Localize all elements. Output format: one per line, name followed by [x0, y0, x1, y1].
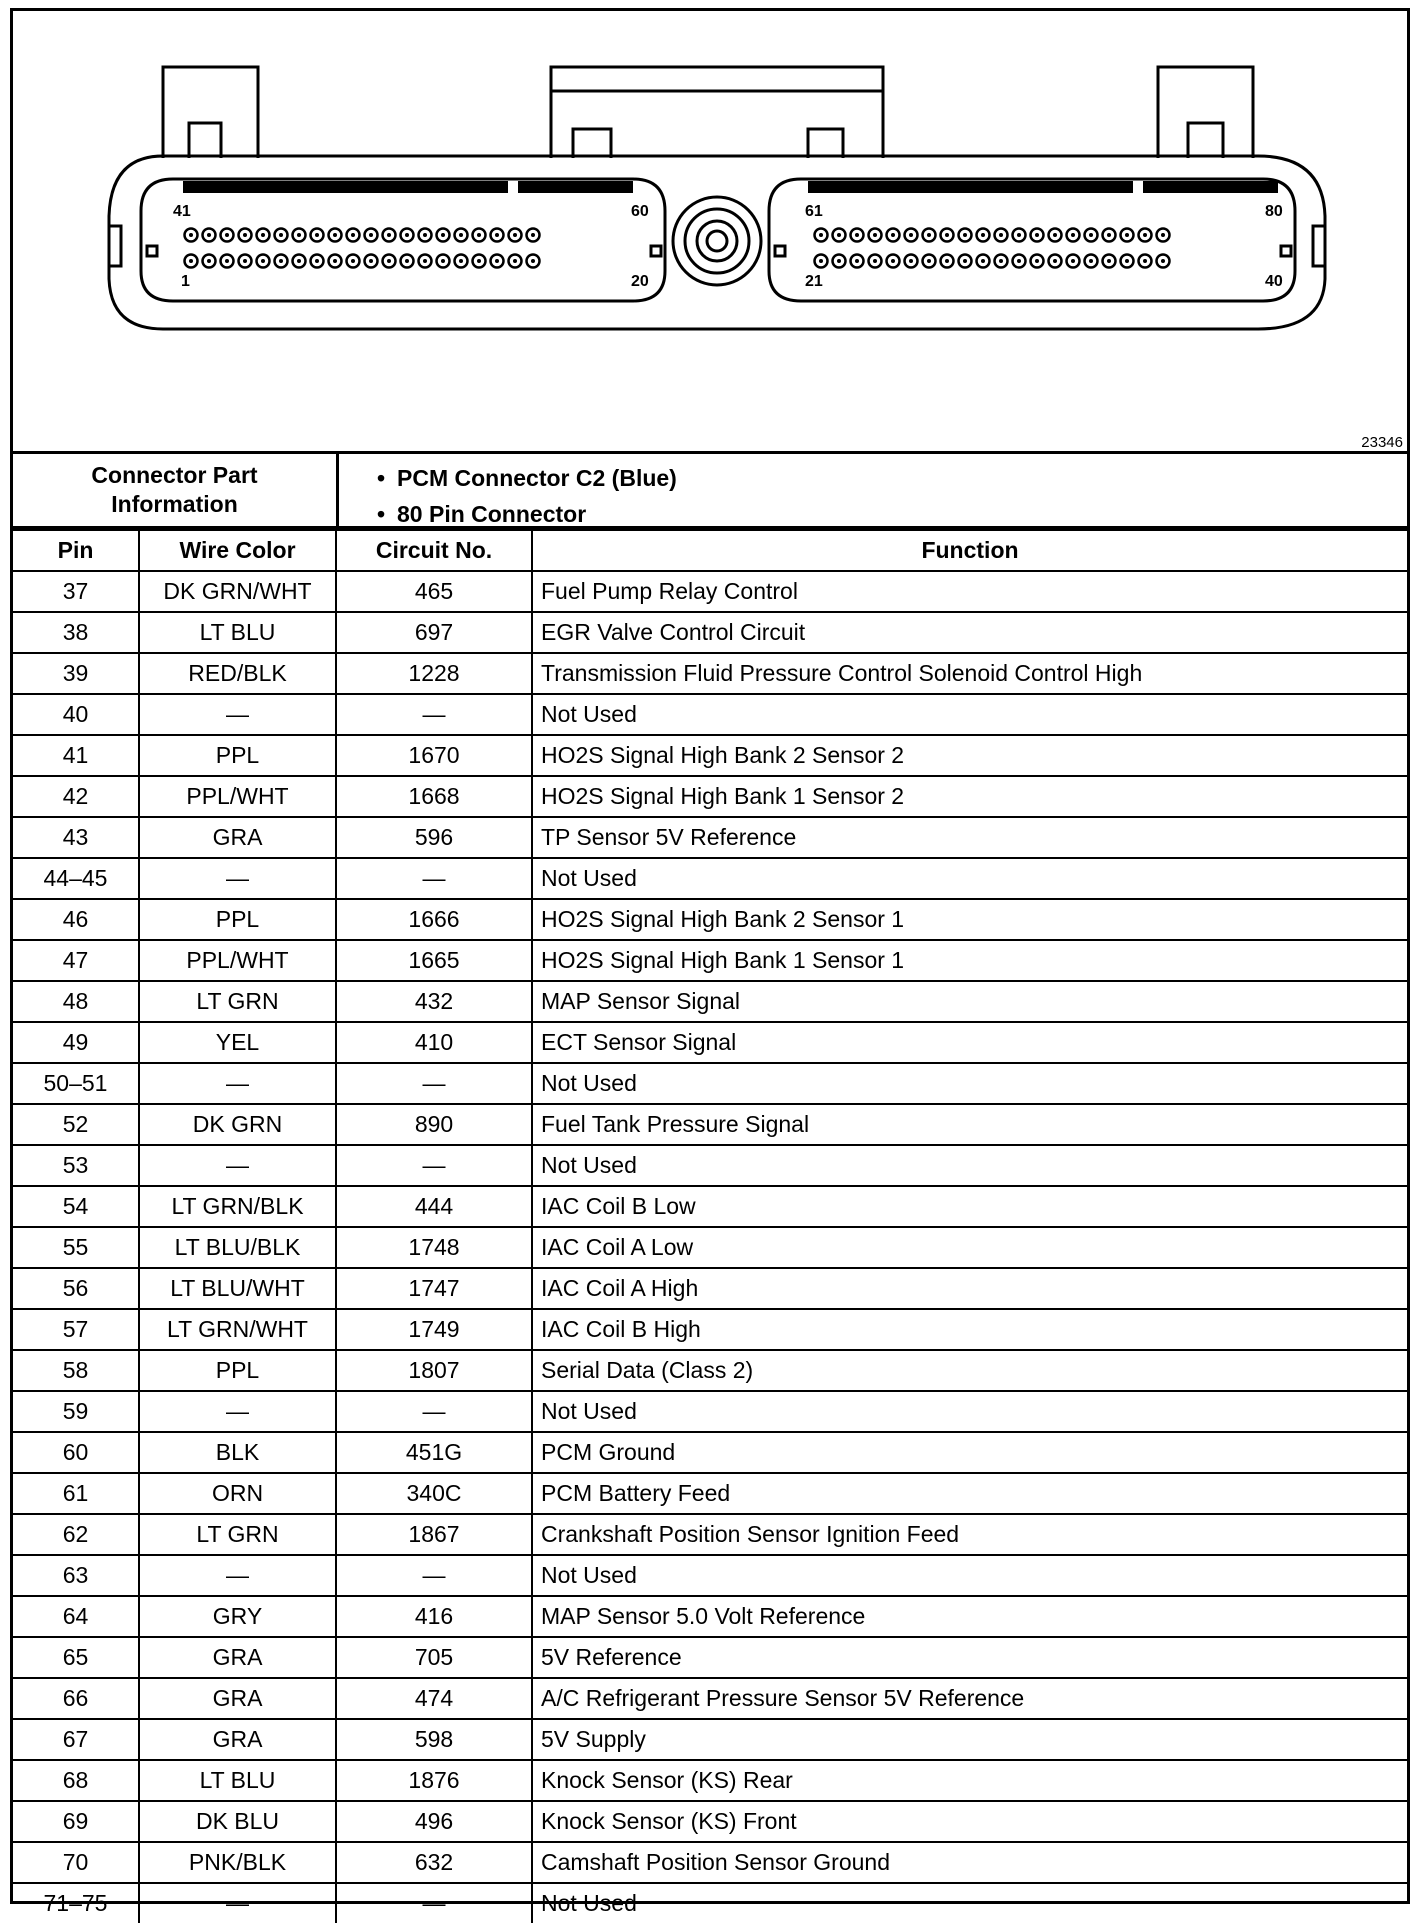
circuit-cell: 340C: [336, 1473, 532, 1514]
wire-color-cell: GRA: [139, 1637, 336, 1678]
pin-cell: 38: [13, 612, 139, 653]
circuit-cell: 890: [336, 1104, 532, 1145]
wire-color-cell: —: [139, 1391, 336, 1432]
circuit-cell: 1668: [336, 776, 532, 817]
pin-cell: 55: [13, 1227, 139, 1268]
wire-color-cell: ORN: [139, 1473, 336, 1514]
wire-color-cell: GRY: [139, 1596, 336, 1637]
circuit-cell: 465: [336, 571, 532, 612]
circuit-cell: —: [336, 858, 532, 899]
info-bullet: • PCM Connector C2 (Blue): [377, 465, 677, 491]
pin-cell: 58: [13, 1350, 139, 1391]
pin-cell: 56: [13, 1268, 139, 1309]
table-row: [13, 1760, 1407, 1801]
pin-cell: 69: [13, 1801, 139, 1842]
table-row: [13, 1350, 1407, 1391]
wire-color-cell: PPL: [139, 899, 336, 940]
function-cell: Fuel Tank Pressure Signal: [532, 1104, 1407, 1145]
wire-color-cell: —: [139, 694, 336, 735]
pin-cell: 61: [13, 1473, 139, 1514]
pin-cell: 40: [13, 694, 139, 735]
wire-color-cell: —: [139, 1555, 336, 1596]
table-row: [13, 1022, 1407, 1063]
table-row: [13, 735, 1407, 776]
circuit-cell: 432: [336, 981, 532, 1022]
table-row: [13, 817, 1407, 858]
info-label-line2: Information: [111, 491, 238, 517]
function-cell: Not Used: [532, 1391, 1407, 1432]
function-cell: IAC Coil B High: [532, 1309, 1407, 1350]
function-cell: PCM Battery Feed: [532, 1473, 1407, 1514]
table-row: [13, 571, 1407, 612]
function-cell: TP Sensor 5V Reference: [532, 817, 1407, 858]
info-bullet: • 80 Pin Connector: [377, 501, 587, 527]
circuit-cell: 697: [336, 612, 532, 653]
table-row: [13, 694, 1407, 735]
function-cell: IAC Coil B Low: [532, 1186, 1407, 1227]
figure-id: 23346: [1361, 434, 1403, 451]
function-cell: 5V Reference: [532, 1637, 1407, 1678]
pinout-table: [13, 529, 1407, 1923]
wire-color-cell: —: [139, 1063, 336, 1104]
table-row: [13, 1514, 1407, 1555]
pin-cell: 50–51: [13, 1063, 139, 1104]
circuit-cell: 1666: [336, 899, 532, 940]
table-row: [13, 1186, 1407, 1227]
function-cell: Fuel Pump Relay Control: [532, 571, 1407, 612]
circuit-cell: 1867: [336, 1514, 532, 1555]
table-row: [13, 1063, 1407, 1104]
function-cell: MAP Sensor 5.0 Volt Reference: [532, 1596, 1407, 1637]
circuit-cell: 496: [336, 1801, 532, 1842]
wire-color-cell: LT BLU: [139, 612, 336, 653]
wire-color-cell: —: [139, 858, 336, 899]
wire-color-cell: BLK: [139, 1432, 336, 1473]
circuit-cell: 474: [336, 1678, 532, 1719]
circuit-cell: 410: [336, 1022, 532, 1063]
wire-color-cell: PPL/WHT: [139, 940, 336, 981]
circuit-cell: —: [336, 1555, 532, 1596]
function-cell: IAC Coil A Low: [532, 1227, 1407, 1268]
circuit-cell: —: [336, 694, 532, 735]
function-cell: HO2S Signal High Bank 1 Sensor 1: [532, 940, 1407, 981]
wire-color-cell: —: [139, 1145, 336, 1186]
circuit-cell: 1665: [336, 940, 532, 981]
circuit-cell: 632: [336, 1842, 532, 1883]
function-cell: PCM Ground: [532, 1432, 1407, 1473]
wire-color-cell: DK GRN: [139, 1104, 336, 1145]
pin-cell: 71–75: [13, 1883, 139, 1923]
info-label-line1: Connector Part: [91, 462, 258, 488]
pin-label-20: 20: [631, 273, 649, 290]
table-row: [13, 1227, 1407, 1268]
circuit-cell: 1670: [336, 735, 532, 776]
right-pin-row-bottom: [815, 255, 1170, 268]
circuit-cell: 444: [336, 1186, 532, 1227]
table-row: [13, 1678, 1407, 1719]
table-row: [13, 1555, 1407, 1596]
circuit-cell: 1228: [336, 653, 532, 694]
connector-part-info: [13, 454, 1407, 529]
table-row: [13, 1596, 1407, 1637]
connector-drawing: [13, 11, 1407, 454]
pin-cell: 52: [13, 1104, 139, 1145]
circuit-cell: 1807: [336, 1350, 532, 1391]
function-cell: Not Used: [532, 1555, 1407, 1596]
circuit-cell: 1749: [336, 1309, 532, 1350]
pin-label-21: 21: [805, 273, 823, 290]
pin-cell: 62: [13, 1514, 139, 1555]
wire-color-cell: —: [139, 1883, 336, 1923]
pin-cell: 41: [13, 735, 139, 776]
wire-color-cell: GRA: [139, 817, 336, 858]
pin-cell: 65: [13, 1637, 139, 1678]
pin-cell: 66: [13, 1678, 139, 1719]
pin-cell: 63: [13, 1555, 139, 1596]
table-row: [13, 1104, 1407, 1145]
function-cell: Knock Sensor (KS) Front: [532, 1801, 1407, 1842]
circuit-cell: 416: [336, 1596, 532, 1637]
info-label: [13, 454, 339, 526]
wire-color-cell: GRA: [139, 1719, 336, 1760]
wire-color-cell: DK GRN/WHT: [139, 571, 336, 612]
wire-color-cell: PPL: [139, 735, 336, 776]
table-row: [13, 1637, 1407, 1678]
table-row: [13, 1473, 1407, 1514]
table-row: [13, 1309, 1407, 1350]
table-row: [13, 1391, 1407, 1432]
wire-color-cell: PPL: [139, 1350, 336, 1391]
pin-cell: 43: [13, 817, 139, 858]
pin-label-60: 60: [631, 203, 649, 220]
table-row: [13, 1719, 1407, 1760]
table-row: [13, 1145, 1407, 1186]
left-pin-row-top: [185, 229, 540, 242]
pin-cell: 60: [13, 1432, 139, 1473]
wire-color-cell: LT BLU/WHT: [139, 1268, 336, 1309]
pin-label-61: 61: [805, 203, 823, 220]
right-pin-row-top: [815, 229, 1170, 242]
pin-cell: 57: [13, 1309, 139, 1350]
connector-figure: [13, 11, 1407, 454]
function-cell: A/C Refrigerant Pressure Sensor 5V Reference: [532, 1678, 1407, 1719]
wire-color-cell: LT BLU/BLK: [139, 1227, 336, 1268]
pin-cell: 42: [13, 776, 139, 817]
left-pin-row-bottom: [185, 255, 540, 268]
function-cell: IAC Coil A High: [532, 1268, 1407, 1309]
circuit-cell: —: [336, 1063, 532, 1104]
info-bullets: [339, 454, 1407, 526]
pin-cell: 46: [13, 899, 139, 940]
function-cell: 5V Supply: [532, 1719, 1407, 1760]
pin-cell: 47: [13, 940, 139, 981]
pinout-sheet: [10, 8, 1410, 1916]
pin-cell: 37: [13, 571, 139, 612]
pin-cell: 39: [13, 653, 139, 694]
table-row: [13, 612, 1407, 653]
wire-color-cell: YEL: [139, 1022, 336, 1063]
table-row: [13, 1268, 1407, 1309]
circuit-cell: —: [336, 1883, 532, 1923]
wire-color-cell: PNK/BLK: [139, 1842, 336, 1883]
wire-color-cell: LT GRN/BLK: [139, 1186, 336, 1227]
wire-color-cell: PPL/WHT: [139, 776, 336, 817]
wire-color-cell: LT GRN: [139, 1514, 336, 1555]
table-row: [13, 899, 1407, 940]
table-header-row: [13, 530, 1407, 571]
function-cell: HO2S Signal High Bank 2 Sensor 2: [532, 735, 1407, 776]
pin-label-80: 80: [1265, 203, 1283, 220]
function-cell: Camshaft Position Sensor Ground: [532, 1842, 1407, 1883]
pin-cell: 54: [13, 1186, 139, 1227]
pin-label-1: 1: [181, 273, 190, 290]
circuit-cell: 1747: [336, 1268, 532, 1309]
function-cell: Not Used: [532, 1145, 1407, 1186]
table-row: [13, 1801, 1407, 1842]
wire-color-cell: LT GRN/WHT: [139, 1309, 336, 1350]
circuit-cell: 596: [336, 817, 532, 858]
function-cell: Not Used: [532, 1063, 1407, 1104]
pin-cell: 68: [13, 1760, 139, 1801]
header-pin: Pin: [13, 530, 139, 571]
table-row: [13, 981, 1407, 1022]
wire-color-cell: GRA: [139, 1678, 336, 1719]
header-function: Function: [532, 530, 1407, 571]
header-wire-color: Wire Color: [139, 530, 336, 571]
pin-cell: 67: [13, 1719, 139, 1760]
pin-cell: 59: [13, 1391, 139, 1432]
pin-cell: 44–45: [13, 858, 139, 899]
wire-color-cell: DK BLU: [139, 1801, 336, 1842]
function-cell: Not Used: [532, 1883, 1407, 1923]
circuit-cell: 451G: [336, 1432, 532, 1473]
pin-cell: 64: [13, 1596, 139, 1637]
pin-cell: 53: [13, 1145, 139, 1186]
pin-cell: 48: [13, 981, 139, 1022]
circuit-cell: —: [336, 1391, 532, 1432]
function-cell: EGR Valve Control Circuit: [532, 612, 1407, 653]
function-cell: Not Used: [532, 858, 1407, 899]
circuit-cell: 1876: [336, 1760, 532, 1801]
table-row: [13, 1883, 1407, 1923]
function-cell: Not Used: [532, 694, 1407, 735]
pin-cell: 49: [13, 1022, 139, 1063]
wire-color-cell: LT BLU: [139, 1760, 336, 1801]
circuit-cell: 705: [336, 1637, 532, 1678]
function-cell: Knock Sensor (KS) Rear: [532, 1760, 1407, 1801]
table-body: [13, 571, 1407, 1923]
function-cell: HO2S Signal High Bank 1 Sensor 2: [532, 776, 1407, 817]
wire-color-cell: RED/BLK: [139, 653, 336, 694]
table-row: [13, 858, 1407, 899]
table-row: [13, 776, 1407, 817]
circuit-cell: 598: [336, 1719, 532, 1760]
table-row: [13, 1432, 1407, 1473]
table-row: [13, 940, 1407, 981]
function-cell: Transmission Fluid Pressure Control Solenoid Control High: [532, 653, 1407, 694]
function-cell: Serial Data (Class 2): [532, 1350, 1407, 1391]
pin-label-40: 40: [1265, 273, 1283, 290]
header-circuit: Circuit No.: [336, 530, 532, 571]
function-cell: HO2S Signal High Bank 2 Sensor 1: [532, 899, 1407, 940]
table-row: [13, 653, 1407, 694]
function-cell: MAP Sensor Signal: [532, 981, 1407, 1022]
pin-label-41: 41: [173, 203, 191, 220]
pin-cell: 70: [13, 1842, 139, 1883]
function-cell: Crankshaft Position Sensor Ignition Feed: [532, 1514, 1407, 1555]
function-cell: ECT Sensor Signal: [532, 1022, 1407, 1063]
circuit-cell: —: [336, 1145, 532, 1186]
circuit-cell: 1748: [336, 1227, 532, 1268]
wire-color-cell: LT GRN: [139, 981, 336, 1022]
table-row: [13, 1842, 1407, 1883]
